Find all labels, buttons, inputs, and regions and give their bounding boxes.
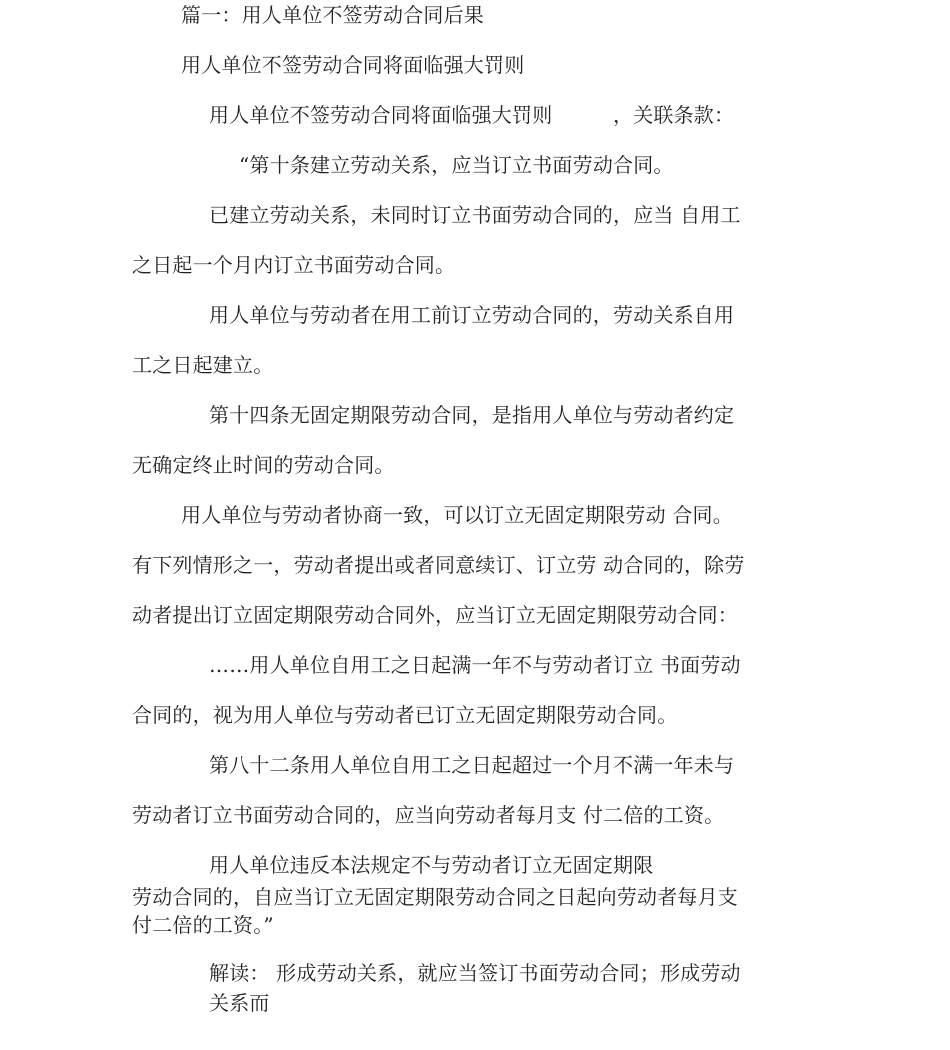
paragraph-line: 解读： 形成劳动关系，就应当签订书面劳动合同；形成劳动 bbox=[209, 961, 741, 985]
paragraph-line: 合同的，视为用人单位与劳动者已订立无固定期限劳动合同。 bbox=[132, 703, 678, 727]
section-heading: 篇一：用人单位不签劳动合同后果 bbox=[181, 3, 484, 27]
paragraph-line: 用人单位违反本法规定不与劳动者订立无固定期限 bbox=[209, 853, 654, 877]
paragraph-line: 有下列情形之一，劳动者提出或者同意续订、订立劳 动合同的，除劳 bbox=[132, 553, 745, 577]
paragraph-line: 第八十二条用人单位自用工之日起超过一个月不满一年未与 bbox=[209, 753, 735, 777]
paragraph-line: 关系而 bbox=[209, 991, 270, 1015]
paragraph-line: ……用人单位自用工之日起满一年不与劳动者订立 书面劳动 bbox=[209, 653, 741, 677]
paragraph-line: 用人单位与劳动者在用工前订立劳动合同的，劳动关系自用 bbox=[209, 303, 735, 327]
paragraph-line: 第十四条无固定期限劳动合同，是指用人单位与劳动者约定 bbox=[209, 403, 735, 427]
lead-line: 用人单位不签劳动合同将面临强大罚则 ，关联条款： bbox=[209, 103, 735, 127]
paragraph-line: 用人单位与劳动者协商一致，可以订立无固定期限劳动 合同。 bbox=[181, 503, 733, 527]
paragraph-line: 劳动者订立书面劳动合同的，应当向劳动者每月支 付二倍的工资。 bbox=[132, 803, 725, 827]
paragraph-line: 付二倍的工资。” bbox=[132, 913, 274, 937]
paragraph-line: 工之日起建立。 bbox=[132, 353, 274, 377]
paragraph-line: 之日起一个月内订立书面劳动合同。 bbox=[132, 253, 456, 277]
article-title: 用人单位不签劳动合同将面临强大罚则 bbox=[181, 53, 525, 77]
paragraph-line: 动者提出订立固定期限劳动合同外，应当订立无固定期限劳动合同： bbox=[132, 603, 738, 627]
paragraph-line: 已建立劳动关系，未同时订立书面劳动合同的，应当 自用工 bbox=[209, 203, 741, 227]
paragraph-line: 劳动合同的，自应当订立无固定期限劳动合同之日起向劳动者每月支 bbox=[132, 885, 738, 909]
paragraph-line: “第十条建立劳动关系，应当订立书面劳动合同。 bbox=[239, 153, 674, 177]
paragraph-line: 无确定终止时间的劳动合同。 bbox=[132, 453, 395, 477]
